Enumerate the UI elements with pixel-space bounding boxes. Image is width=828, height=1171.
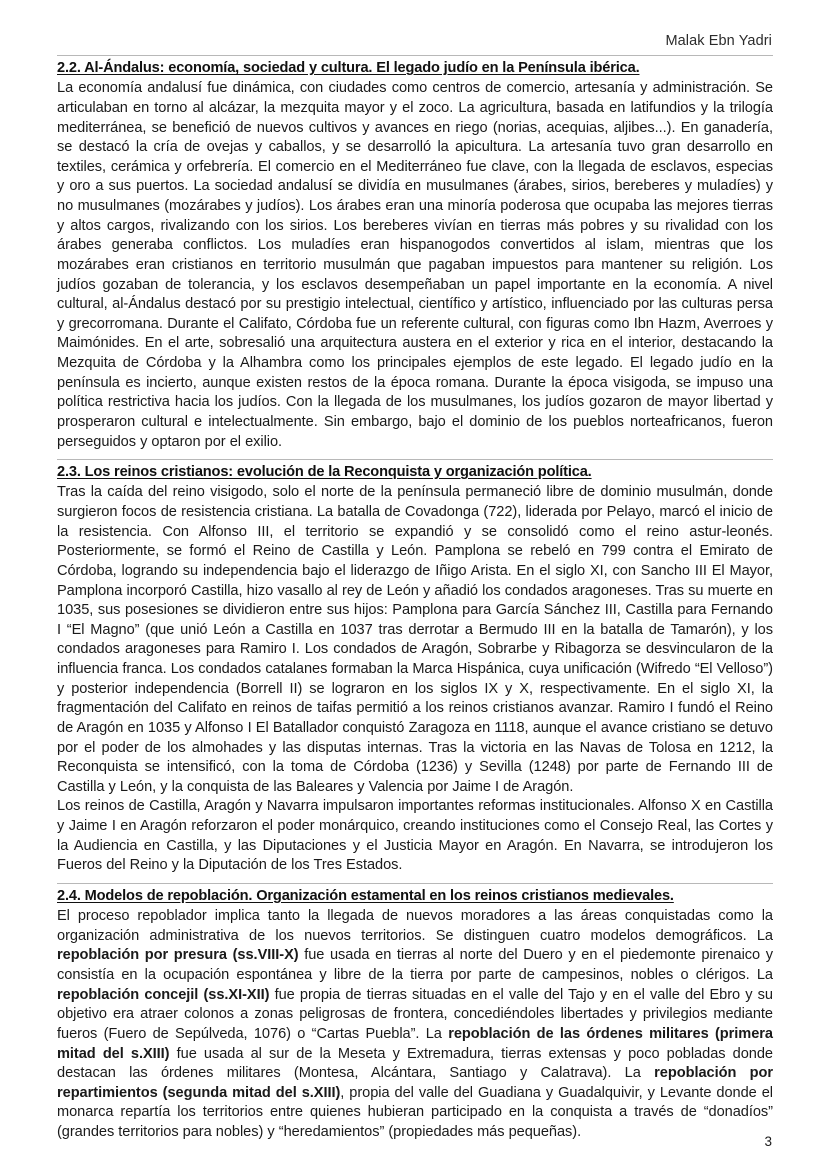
- page-number: 3: [764, 1134, 772, 1149]
- section-2-4-paragraph-1: El proceso repoblador implica tanto la llegada de nuevos moradores a las áreas conquistadas como la organización administrativa de los nuevos territorios. Se distinguen cuatro modelos demográficos. La repoblación por presura (ss.VIII-X) fue usada en tierras al norte del Duero y en el piedemonte pirenaico y consistía en la ocupación espontánea y libre de la tierra por parte de campesinos, nobles o clérigos. La repoblación concejil (ss.XI-XII) fue propia de tierras situadas en el valle del Tajo y en el valle del Ebro y su objetivo era atraer colonos a zonas peligrosas de frontera, concediéndoles libertades y privilegios mediante fueros (Fuero de Sepúlveda, 1076) o “Cartas Puebla”. La repoblación de las órdenes militares (primera mitad del s.XIII) fue usada al sur de la Meseta y Extremadura, tierras extensas y poco pobladas donde destacan las órdenes militares (Montesa, Alcántara, Santiago y Calatrava). La repoblación por repartimientos (segunda mitad del s.XIII), propia del valle del Guadiana y Guadalquivir, y Levante donde el monarca repartía los territorios entre quienes hubieran participado en la conquista a través de “donadíos” (grandes territorios para nobles) y “heredamientos” (propiedades más pequeñas).: [57, 908, 774, 1140]
- header-author-name: Malak Ebn Yadri: [665, 33, 772, 49]
- section-2-2-heading: 2.2. Al-Ándalus: economía, sociedad y cultura. El legado judío en la Península ibérica.: [57, 60, 640, 76]
- section-2-3-heading: 2.3. Los reinos cristianos: evolución de la Reconquista y organización política.: [57, 464, 592, 481]
- section-2-4: [57, 883, 773, 1143]
- section-2-2-paragraph-1: La economía andalusí fue dinámica, con ciudades como centros de comercio, artesanía y administración. Se articulaban en torno al alcázar, la mezquita mayor y el zoco. La agricultura, basada en latifundios y la trilogía mediterránea, se benefició de nuevos cultivos y avances en riego (norias, acequias, aljibes...). En ganadería, se destacó la cría de ovejas y caballos, y se desarrolló la apicultura. La artesanía tuvo gran desarrollo en textiles, cerámica y orfebrería. El comercio en el Mediterráneo fue clave, con la llegada de esclavos, especias y oro a sus puertos. La sociedad andalusí se dividía en musulmanes (árabes, sirios, bereberes y muladíes) y no musulmanes (mozárabes y judíos). Los árabes eran una minoría poderosa que ocupaba las mejores tierras y altos cargos, rivalizando con los sirios. Los bereberes vivían en tierras más pobres y su rivalidad con los árabes generaba conflictos. Los muladíes eran hispanogodos convertidos al islam, mientras que los mozárabes eran cristianos en territorio musulmán que pagaban impuestos para mantener su religión. Los judíos gozaban de tolerancia, y los esclavos desempeñaban un papel importante en la economía. A nivel cultural, al-Ándalus destacó por su prestigio intelectual, científico y artístico, influenciado por las culturas persa y grecorromana. Durante el Califato, Córdoba fue un referente cultural, con figuras como Ibn Hazm, Averroes y Maimónides. En el arte, sobresalió una arquitectura austera en el exterior y rica en el interior, destacando la Mezquita de Córdoba y la Alhambra como los principales ejemplos de este legado. El legado judío en la península es incierto, aunque existen restos de la época romana. Durante la época visigoda, se impuso una política restrictiva hacia los judíos. Con la llegada de los musulmanes, los judíos gozaron de mayor libertad y prosperaron cultural e intelectualmente. Sin embargo, bajo el dominio de los pueblos norteafricanos, fueron perseguidos y optaron por el exilio.: [57, 80, 773, 450]
- section-2-3: [57, 459, 773, 876]
- document-body: [57, 55, 773, 1151]
- section-2-3-paragraph-2: Los reinos de Castilla, Aragón y Navarra impulsaron importantes reformas institucionales. Alfonso X en Castilla y Jaime I en Aragón reforzaron el poder monárquico, creando instituciones como el Consejo Real, las Cortes y la Audiencia en Castilla, y las Diputaciones y el Justicia Mayor en Aragón. En Navarra, se introdujeron los Fueros del Reino y la Diputación de los Tres Estados.: [57, 798, 773, 874]
- section-2-3-paragraph-1: Tras la caída del reino visigodo, solo el norte de la península permaneció libre de dominio musulmán, donde surgieron focos de resistencia cristiana. La batalla de Covadonga (722), liderada por Pelayo, marcó el inicio de la resistencia. Con Alfonso III, el territorio se expandió y se consolidó como el reino astur-leonés. Posteriormente, se formó el Reino de Castilla y León. Pamplona se rebeló en 799 contra el Emirato de Córdoba, logrando su independencia bajo el liderazgo de Iñigo Arista. En el siglo XI, con Sancho III El Mayor, Pamplona incorporó Castilla, hizo vasallo al rey de León y añadió los condados aragoneses. Tras su muerte en 1035, sus posesiones se dividieron entre sus hijos: Pamplona para García Sánchez III, Castilla para Fernando I “El Magno” (que unió León a Castilla en 1037 tras derrotar a Bermudo III en la batalla de Tamarón), y los condados aragoneses para Ramiro I. Los condados de Aragón, Sobrarbe y Ribagorza se desvincularon de la influencia franca. Los condados catalanes formaban la Marca Hispánica, cuya unificación (Wifredo “El Velloso”) y posterior independencia (Borrell II) se lograron en los siglos IX y X, respectivamente. En el siglo XI, la fragmentación del Califato en reinos de taifas permitió a los reinos cristianos avanzar. Ramiro I fundó el Reino de Aragón en 1035 y Alfonso I El Batallador conquistó Zaragoza en 1118, aunque el avance cristiano se detuvo por el poder de los almohades y las disputas internas. Tras la victoria en las Navas de Tolosa en 1212, la Reconquista se intensificó, con la toma de Córdoba (1236) y Sevilla (1248) por parte de Fernando III de Castilla y León, y la conquista de las Baleares y Valencia por Jaime I de Aragón.: [57, 484, 773, 795]
- section-divider: [57, 883, 773, 884]
- section-divider: [57, 55, 773, 56]
- section-2-4-heading: 2.4. Modelos de repoblación. Organización estamental en los reinos cristianos medievales.: [57, 887, 674, 904]
- section-2-2: [57, 55, 773, 452]
- page-header: [57, 33, 772, 49]
- section-divider: [57, 459, 773, 460]
